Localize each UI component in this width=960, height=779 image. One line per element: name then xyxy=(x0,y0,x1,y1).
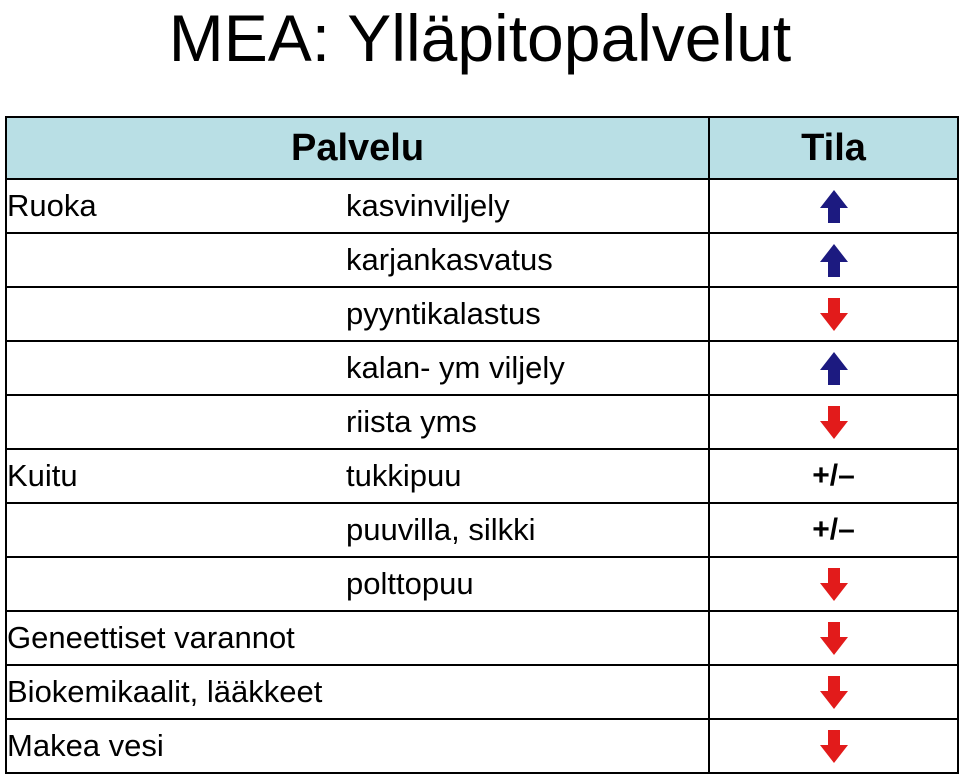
row-category xyxy=(6,287,346,341)
row-service: karjankasvatus xyxy=(346,233,709,287)
row-state xyxy=(709,179,958,233)
table-row xyxy=(6,287,958,341)
arrow-down-icon xyxy=(814,672,854,712)
arrow-up-icon xyxy=(814,240,854,280)
row-category xyxy=(6,503,346,557)
row-state xyxy=(709,557,958,611)
row-category: Makea vesi xyxy=(6,719,709,773)
row-category xyxy=(6,557,346,611)
row-state xyxy=(709,341,958,395)
row-service: riista yms xyxy=(346,395,709,449)
row-service: puuvilla, silkki xyxy=(346,503,709,557)
row-state xyxy=(709,719,958,773)
row-service: kasvinviljely xyxy=(346,179,709,233)
page-title: MEA: Ylläpitopalvelut xyxy=(168,1,792,75)
row-service: kalan- ym viljely xyxy=(346,341,709,395)
row-state xyxy=(709,503,958,557)
mixed-state-label: +/– xyxy=(812,459,855,492)
arrow-up-icon xyxy=(814,186,854,226)
row-state xyxy=(709,395,958,449)
arrow-down-icon xyxy=(814,726,854,766)
row-category xyxy=(6,233,346,287)
table-row xyxy=(6,557,958,611)
arrow-down-icon xyxy=(814,294,854,334)
arrow-up-icon xyxy=(814,348,854,388)
row-category: Geneettiset varannot xyxy=(6,611,709,665)
row-service: pyyntikalastus xyxy=(346,287,709,341)
table-body xyxy=(6,179,958,773)
row-service: polttopuu xyxy=(346,557,709,611)
mixed-state-label: +/– xyxy=(812,513,855,546)
table-row xyxy=(6,611,958,665)
table-row xyxy=(6,341,958,395)
table-header-row xyxy=(6,117,958,179)
row-category: Biokemikaalit, lääkkeet xyxy=(6,665,709,719)
arrow-down-icon xyxy=(814,564,854,604)
arrow-down-icon xyxy=(814,618,854,658)
table-row xyxy=(6,395,958,449)
row-category: Kuitu xyxy=(6,449,346,503)
table-row xyxy=(6,719,958,773)
table-row xyxy=(6,233,958,287)
row-service: tukkipuu xyxy=(346,449,709,503)
row-state xyxy=(709,233,958,287)
row-state xyxy=(709,611,958,665)
table-row xyxy=(6,503,958,557)
row-category xyxy=(6,341,346,395)
column-header-service: Palvelu xyxy=(6,117,709,179)
row-category xyxy=(6,395,346,449)
services-table xyxy=(5,116,959,774)
arrow-down-icon xyxy=(814,402,854,442)
column-header-state: Tila xyxy=(709,117,958,179)
row-state xyxy=(709,287,958,341)
table-row xyxy=(6,665,958,719)
row-state xyxy=(709,665,958,719)
table-row xyxy=(6,449,958,503)
table-row xyxy=(6,179,958,233)
row-category: Ruoka xyxy=(6,179,346,233)
row-state xyxy=(709,449,958,503)
